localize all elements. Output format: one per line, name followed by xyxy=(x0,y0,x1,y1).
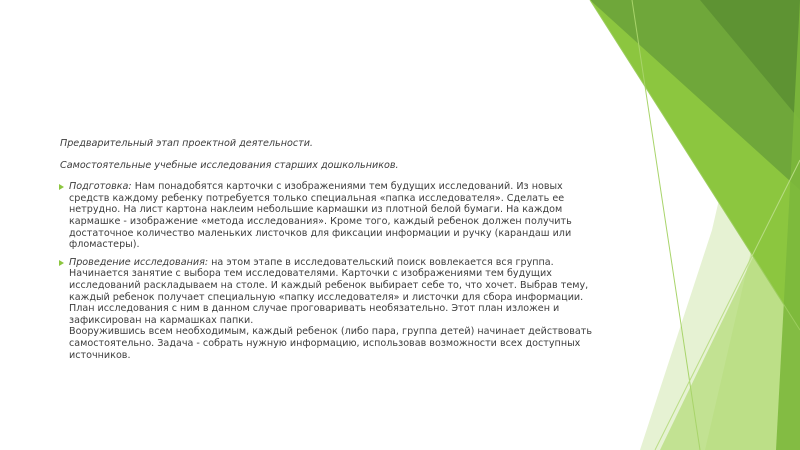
bullet-lead-research: Проведение исследования: xyxy=(69,256,209,268)
bullet-text-research: на этом этапе в исследовательский поиск вовлекается вся группа. Начинается занятие с выбора тем исследователями. Карточки с изображениями тем будущих исследований раскладываем на столе. И каждый ребенок выбирает себе то, что хочет. Выбрав тему, каждый ребенок получает специальную «папку исследователя» и листочки для сбора информации. План исследования с ним в данном случае проговаривать необязательно. Этот план изложен и зафиксирован на кармашках папки. xyxy=(69,256,589,326)
bullet-text-preparation: Нам понадобятся карточки с изображениями тем будущих исследований. Из новых средств каждому ребенку потребуется только специальная «папка исследователя». Сделать ее нетрудно. На лист картона наклеим небольшие кармашки из плотной белой бумаги. На каждом кармашке - изображение «метода исследования». Кроме того, каждый ребенок должен получить достаточное количество маленьких листочков для фиксации информации и ручку (карандаш или фломастеры). xyxy=(69,181,572,251)
bullet-arrow-icon xyxy=(59,260,64,266)
slide-heading-research: Самостоятельные учебные исследования старших дошкольников. xyxy=(60,159,399,171)
slide-heading-stage: Предварительный этап проектной деятельности. xyxy=(60,138,313,149)
bullet-research xyxy=(60,257,605,361)
bullet-arrow-icon xyxy=(59,184,64,190)
slide-body xyxy=(60,138,605,361)
bullet-preparation xyxy=(60,181,605,251)
bullet-text-research-continued: Вооружившись всем необходимым, каждый ребенок (либо пара, группа детей) начинает действовать самостоятельно. Задача - собрать нужную информацию, использовав возможности всех доступных источников. xyxy=(69,326,593,361)
bullet-lead-preparation: Подготовка: xyxy=(69,181,132,193)
